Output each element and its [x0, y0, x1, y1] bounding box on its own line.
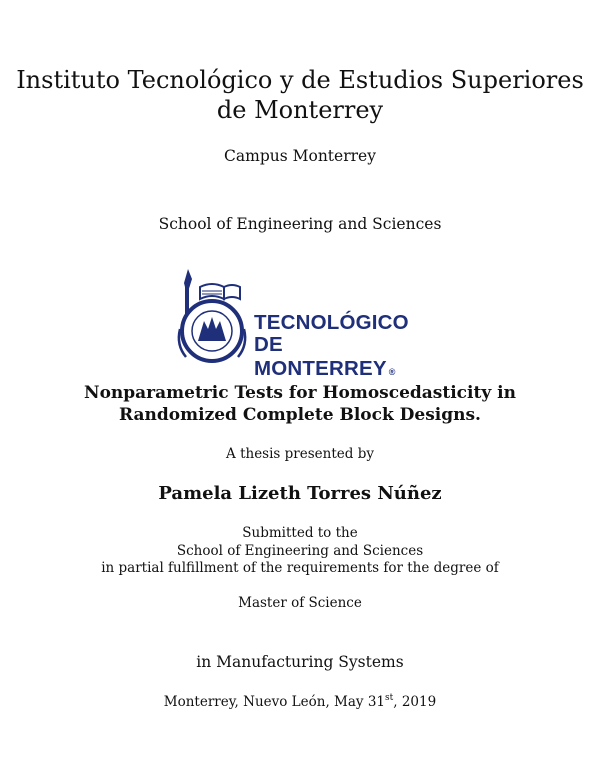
submitted-line3: in partial fulfillment of the requirements for the degree of [101, 560, 499, 576]
tec-logo [172, 265, 428, 380]
logo-text-monterrey: DE MONTERREY [254, 333, 387, 380]
logo-text-line2 [254, 333, 428, 381]
thesis-title-line2: Randomized Complete Block Designs. [119, 405, 481, 425]
institution-name-line2: de Monterrey [216, 96, 384, 124]
author-name: Pamela Lizeth Torres Núñez [158, 483, 442, 504]
place-date-suffix: , 2019 [393, 694, 437, 710]
thesis-title-line1: Nonparametric Tests for Homoscedasticity in [84, 383, 516, 403]
place-and-date [0, 694, 600, 710]
submitted-line1: Submitted to the [242, 525, 358, 541]
degree-field: in Manufacturing Systems [196, 653, 404, 671]
presented-by: A thesis presented by [226, 446, 374, 462]
campus-name: Campus Monterrey [224, 147, 376, 165]
logo-text-line1: TECNOLÓGICO [254, 311, 409, 334]
place-date-ordinal: st [385, 692, 394, 703]
place-date-prefix: Monterrey, Nuevo León, May 31 [163, 694, 386, 710]
submitted-line2: School of Engineering and Sciences [176, 543, 424, 559]
seal-icon [172, 265, 252, 365]
registered-mark: ® [388, 367, 396, 377]
institution-name-line1: Instituto Tecnológico y de Estudios Superiores [16, 66, 584, 94]
school-name: School of Engineering and Sciences [158, 215, 442, 233]
degree-name: Master of Science [238, 595, 362, 611]
